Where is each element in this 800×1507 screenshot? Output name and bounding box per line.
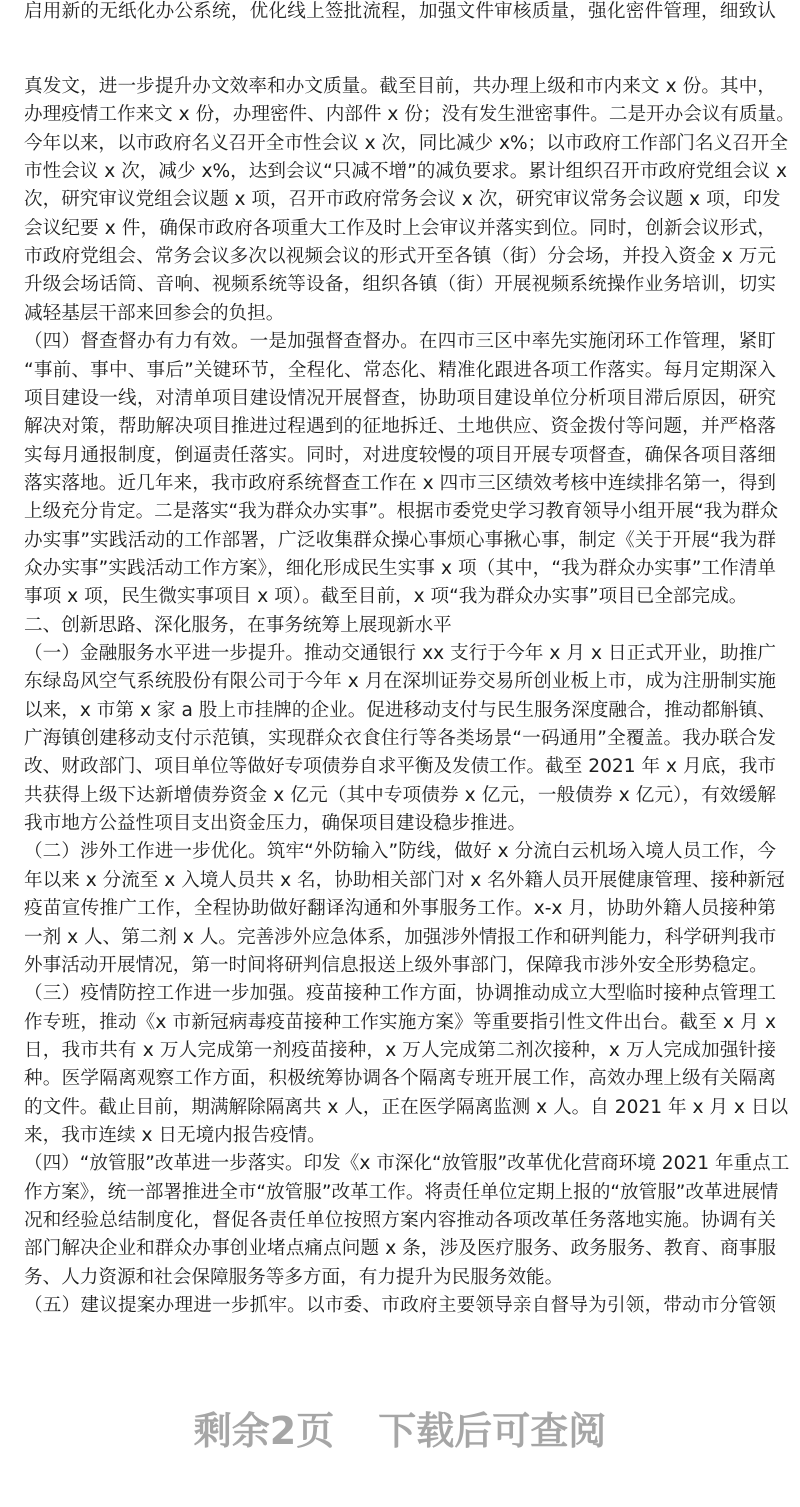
text-line: 启用新的无纸化办公系统，优化线上签批流程，加强文件审核质量，强化密件管理，细致认 bbox=[24, 1, 776, 22]
text-line: （二）涉外工作进一步优化。筑牢“外防输入”防线，做好 x 分流白云机场入境人员工作，今 bbox=[24, 841, 776, 863]
text-line: 种。医学隔离观察工作方面，积极统筹协调各个隔离专班开展工作，高效办理上级有关隔离 bbox=[24, 1068, 776, 1090]
text-line: 务、人力资源和社会保障服务等多方面，有力提升为民服务效能。 bbox=[24, 1266, 564, 1288]
text-line: 以来，x 市第 x 家 a 股上市挂牌的企业。促进移动支付与民生服务深度融合，推动都斛镇、 bbox=[24, 699, 776, 721]
text-line: 事项 x 项，民生微实事项目 x 项）。截至目前，x 项“我为群众办实事”项目已全部完成。 bbox=[24, 586, 748, 608]
text-line: 升级会场话筒、音响、视频系统等设备，组织各镇（街）开展视频系统操作业务培训，切实 bbox=[24, 274, 776, 296]
text-line: 一剂 x 人、第二剂 x 人。完善涉外应急体系，加强涉外情报工作和研判能力，科学研判我市 bbox=[24, 926, 777, 948]
text-line: 办实事”实践活动的工作部署，广泛收集群众操心事烦心事揪心事，制定《关于开展“我为群 bbox=[24, 529, 776, 551]
text-line: 解决对策，帮助解决项目推进过程遇到的征地拆迁、土地供应、资金拨付等问题，并严格落 bbox=[24, 416, 776, 438]
text-line: 东绿岛风空气系统股份有限公司于今年 x 月在深圳证券交易所创业板上市，成为注册制实施 bbox=[24, 671, 776, 693]
text-line: （五）建议提案办理进一步抓牢。以市委、市政府主要领导亲自督导为引领，带动市分管领 bbox=[24, 1295, 776, 1317]
text-line: 日，我市共有 x 万人完成第一剂疫苗接种，x 万人完成第二剂次接种，x 万人完成加强针接 bbox=[24, 1039, 776, 1061]
text-line: 作专班，推动《x 市新冠病毒疫苗接种工作实施方案》等重要指引性文件出台。截至 x 月 x bbox=[24, 1011, 776, 1033]
text-line: 的文件。截止目前，期满解除隔离共 x 人，正在医学隔离监测 x 人。自 2021 年 x 月 x 日以 bbox=[24, 1096, 789, 1118]
text-line: 会议纪要 x 件，确保市政府各项重大工作及时上会审议并落实到位。同时，创新会议形式， bbox=[24, 217, 776, 239]
remaining-pages-label[interactable]: 剩余2页 bbox=[193, 1409, 335, 1453]
text-line: 广海镇创建移动支付示范镇，实现群众衣食住行等各类场景“一码通用”全覆盖。我办联合发 bbox=[24, 728, 776, 750]
download-prompt[interactable] bbox=[0, 1405, 800, 1457]
text-line: 改、财政部门、项目单位等做好专项债券自求平衡及发债工作。截至 2021 年 x 月底，我市 bbox=[24, 756, 776, 778]
text-line: （四）督查督办有力有效。一是加强督查督办。在四市三区中率先实施闭环工作管理，紧盯 bbox=[24, 331, 776, 353]
text-line: 市政府党组会、常务会议多次以视频会议的形式开至各镇（街）分会场，并投入资金 x 万元 bbox=[24, 246, 776, 268]
text-line: 落实落地。近几年来，我市政府系统督查工作在 x 四市三区绩效考核中连续排名第一，得到 bbox=[24, 472, 776, 494]
text-line: （三）疫情防控工作进一步加强。疫苗接种工作方面，协调推动成立大型临时接种点管理工 bbox=[24, 983, 776, 1005]
text-line: 众办实事”实践活动工作方案》，细化形成民生实事 x 项（其中，“我为群众办实事”工作清单 bbox=[24, 557, 776, 579]
section-heading: 二、创新思路、深化服务，在事务统筹上展现新水平 bbox=[24, 614, 452, 636]
text-line: （四）“放管服”改革进一步落实。印发《x 市深化“放管服”改革优化营商环境 2021 年重点工 bbox=[24, 1153, 790, 1175]
text-line: “事前、事中、事后”关键环节，全程化、常态化、精准化跟进各项工作落实。每月定期深入 bbox=[24, 359, 776, 381]
text-line: 办理疫情工作来文 x 份，办理密件、内部件 x 份；没有发生泄密事件。二是开办会议有质量。 bbox=[24, 104, 795, 126]
text-line: 疫苗宣传推广工作，全程协助做好翻译沟通和外事服务工作。x-x 月，协助外籍人员接种第 bbox=[24, 898, 776, 920]
text-line: 项目建设一线，对清单项目建设情况开展督查，协助项目建设单位分析项目滞后原因，研究 bbox=[24, 387, 776, 409]
text-line: 次，研究审议党组会议题 x 项，召开市政府常务会议 x 次，研究审议常务会议题 x 项，印发 bbox=[24, 189, 781, 211]
text-line: 外事活动开展情况，第一时间将研判信息报送上级外事部门，保障我市涉外安全形势稳定。 bbox=[24, 954, 768, 976]
text-line: 我市地方公益性项目支出资金压力，确保项目建设稳步推进。 bbox=[24, 813, 527, 835]
text-line: （一）金融服务水平进一步提升。推动交通银行 xx 支行于今年 x 月 x 日正式开业，助推广 bbox=[24, 643, 776, 664]
text-line: 共获得上级下达新增债券资金 x 亿元（其中专项债券 x 亿元，一般债券 x 亿元），有效缓解 bbox=[24, 784, 776, 806]
text-line: 部门解决企业和群众办事创业堵点痛点问题 x 条，涉及医疗服务、政务服务、教育、商事服 bbox=[24, 1238, 776, 1260]
text-line: 来，我市连续 x 日无境内报告疫情。 bbox=[24, 1124, 326, 1146]
text-line: 市性会议 x 次，减少 x%，达到会议“只减不增”的减负要求。累计组织召开市政府党组会议 x bbox=[24, 161, 787, 183]
text-line: 作方案》，统一部署推进全市“放管服”改革工作。将责任单位定期上报的“放管服”改革进展情 bbox=[24, 1181, 779, 1203]
text-line: 况和经验总结制度化，督促各责任单位按照方案内容推动各项改革任务落地实施。协调有关 bbox=[24, 1210, 776, 1231]
text-line: 实每月通报制度，倒逼责任落实。同时，对进度较慢的项目开展专项督查，确保各项目落细 bbox=[24, 444, 776, 466]
text-line: 年以来 x 分流至 x 入境人员共 x 名，协助相关部门对 x 名外籍人员开展健康管理、接种新冠 bbox=[24, 869, 785, 891]
text-line: 真发文，进一步提升办文效率和办文质量。截至目前，共办理上级和市内来文 x 份。其中， bbox=[24, 76, 776, 97]
download-to-view-label[interactable]: 下载后可查阅 bbox=[378, 1409, 607, 1453]
text-line: 减轻基层干部来回参会的负担。 bbox=[24, 302, 285, 324]
text-line: 上级充分肯定。二是落实“我为群众办实事”。根据市委党史学习教育领导小组开展“我为群众 bbox=[24, 501, 779, 523]
text-line: 今年以来，以市政府名义召开全市性会议 x 次，同比减少 x%；以市政府工作部门名义召开全 bbox=[24, 132, 788, 154]
